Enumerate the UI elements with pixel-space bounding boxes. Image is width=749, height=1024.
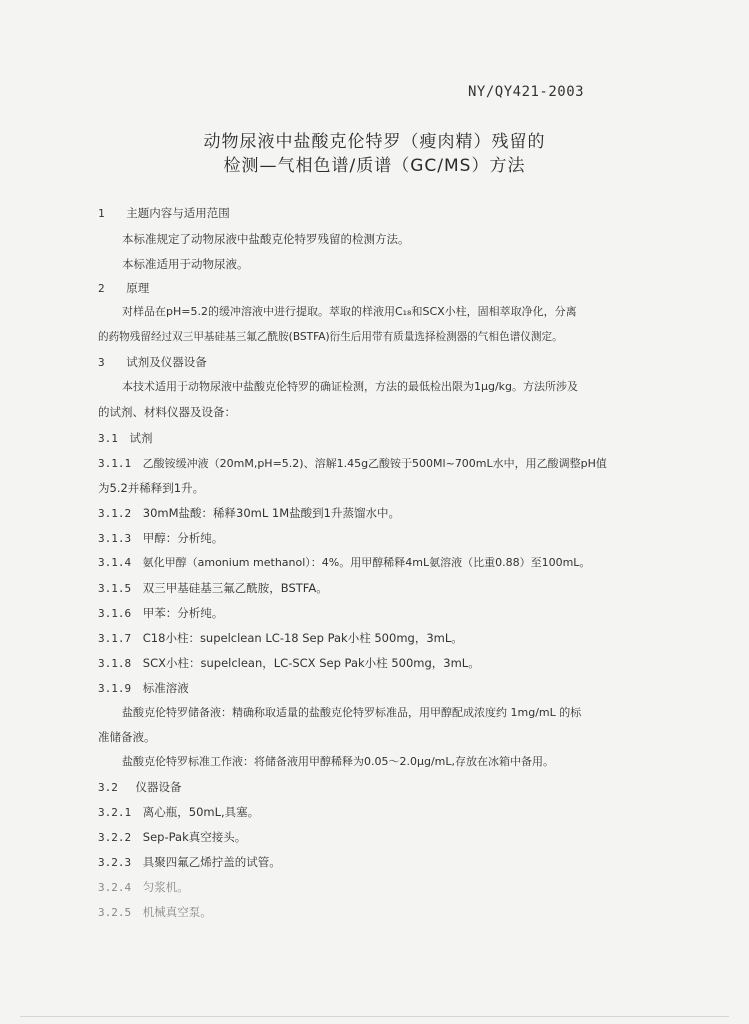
list-item [98, 506, 400, 521]
item-number: 3.1.6 [98, 607, 132, 620]
item-number: 3.1.4 [98, 556, 132, 569]
list-item-continuation: 为5.2并稀释到1升。 [98, 481, 205, 495]
section-title: 主题内容与适用范围 [126, 206, 230, 220]
section-number: 1 [98, 207, 105, 220]
item-text: 甲苯：分析纯。 [142, 606, 224, 620]
list-item [98, 830, 246, 845]
item-text: Sep-Pak真空接头。 [142, 830, 247, 844]
item-text: 离心瓶，50mL,具塞。 [142, 805, 260, 819]
list-item [98, 805, 259, 820]
item-number: 3.1.5 [98, 582, 132, 595]
item-number: 3.1.8 [98, 657, 132, 670]
section-title: 试剂及仪器设备 [126, 355, 207, 369]
paragraph: 对样品在pH=5.2的缓冲溶液中进行提取。萃取的样液用C₁₈和SCX小柱，固相萃取净化，分离 [122, 305, 577, 318]
item-number: 3.1.9 [98, 682, 132, 695]
paragraph: 准储备液。 [98, 730, 156, 744]
section-3-heading [98, 355, 207, 370]
list-item [98, 531, 223, 546]
item-text: 标准溶液 [142, 681, 189, 695]
section-1-heading [98, 206, 230, 221]
item-text: 氨化甲醇（amonium methanol）：4%。用甲醇稀释4mL氨溶液（比重0.88）至100mL。 [142, 556, 591, 569]
subsection-3-1-heading [98, 431, 153, 446]
standard-number: NY/QY421-2003 [468, 84, 585, 100]
item-text: 机械真空泵。 [142, 905, 212, 919]
item-text: SCX小柱：supelclean，LC-SCX Sep Pak小柱 500mg，3mL。 [142, 656, 480, 670]
item-text: 30mM盐酸：稀释30mL 1M盐酸到1升蒸馏水中。 [142, 506, 400, 520]
item-number: 3.2.5 [98, 906, 132, 919]
list-item [98, 581, 328, 596]
subsection-title: 仪器设备 [135, 780, 182, 794]
item-number: 3.1.3 [98, 532, 132, 545]
paragraph: 本标准规定了动物尿液中盐酸克伦特罗残留的检测方法。 [122, 232, 410, 246]
item-text: 匀浆机。 [142, 880, 189, 894]
subsection-number: 3.2 [98, 781, 118, 794]
list-item [98, 606, 223, 621]
paragraph: 的试剂、材料仪器及设备： [98, 405, 236, 419]
subsection-number: 3.1 [98, 432, 118, 445]
item-text: 甲醇：分析纯。 [142, 531, 224, 545]
item-number: 3.2.3 [98, 856, 132, 869]
item-number: 3.2.2 [98, 831, 132, 844]
section-number: 3 [98, 356, 105, 369]
section-number: 2 [98, 282, 105, 295]
paragraph: 盐酸克伦特罗储备液：精确称取适量的盐酸克伦特罗标准品，用甲醇配成浓度约 1mg/mL 的标 [122, 706, 582, 719]
paragraph: 本技术适用于动物尿液中盐酸克伦特罗的确证检测，方法的最低检出限为1μg/kg。方法所涉及 [122, 380, 579, 393]
paragraph: 的药物残留经过双三甲基硅基三氟乙酰胺(BSTFA)衍生后用带有质量选择检测器的气相色谱仪测定。 [98, 331, 563, 343]
item-text: 双三甲基硅基三氟乙酰胺，BSTFA。 [142, 581, 328, 595]
item-text: 具聚四氟乙烯拧盖的试管。 [142, 855, 281, 869]
page-edge-rule [20, 1016, 729, 1017]
subsection-3-2-heading [98, 780, 182, 795]
list-item [98, 855, 281, 870]
item-number: 3.1.7 [98, 632, 132, 645]
list-item [98, 905, 212, 920]
list-item [98, 681, 189, 696]
document-title-line-1: 动物尿液中盐酸克伦特罗（瘦肉精）残留的 [203, 132, 546, 152]
item-text: 乙酸铵缓冲液（20mM,pH=5.2)、溶解1.45g乙酸铵于500Ml~700mL水中，用乙酸调整pH值 [142, 457, 607, 470]
paragraph: 盐酸克伦特罗标准工作液：将储备液用甲醇稀释为0.05～2.0μg/mL,存放在冰箱中备用。 [122, 755, 555, 768]
paragraph: 本标准适用于动物尿液。 [122, 257, 249, 271]
list-item [98, 656, 480, 671]
item-number: 3.2.4 [98, 881, 132, 894]
subsection-title: 试剂 [129, 431, 153, 445]
list-item [98, 880, 189, 895]
document-title-line-2: 检测—气相色谱/质谱（GC/MS）方法 [223, 156, 526, 176]
list-item [98, 457, 607, 471]
item-number: 3.1.1 [98, 457, 132, 470]
list-item [98, 556, 590, 570]
item-text: C18小柱：supelclean LC-18 Sep Pak小柱 500mg，3mL。 [142, 631, 463, 645]
item-number: 3.2.1 [98, 806, 132, 819]
section-2-heading [98, 281, 149, 296]
item-number: 3.1.2 [98, 507, 132, 520]
section-title: 原理 [126, 281, 150, 295]
list-item [98, 631, 463, 646]
